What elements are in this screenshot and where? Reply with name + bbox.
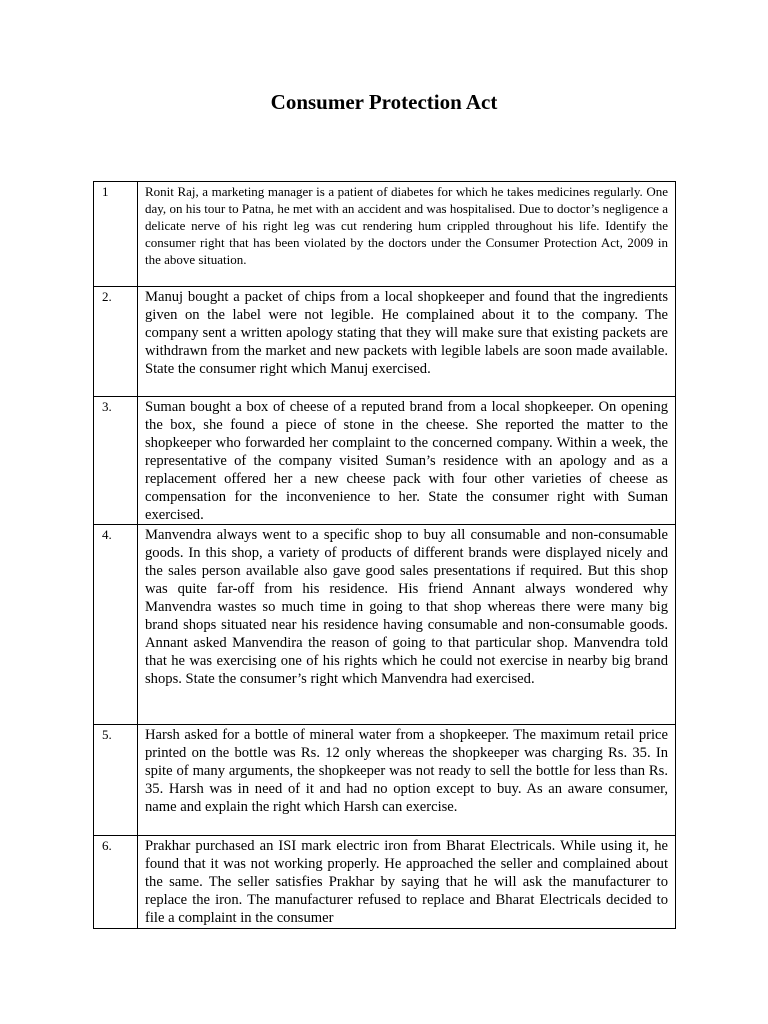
question-text: Prakhar purchased an ISI mark electric iron from Bharat Electricals. While using it, he found that it was not working properly. He approached the seller and complained about the same. The seller satisfies Prakhar by saying that he will ask the manufacturer to replace the iron. The manufacturer refused to replace and Bharat Electricals decided to file a complaint in the consumer <box>145 838 668 926</box>
question-text: Suman bought a box of cheese of a reputed brand from a local shopkeeper. On opening the box, she found a piece of stone in the cheese. She reported the matter to the shopkeeper who forwarded her complaint to the concerned company. Within a week, the representative of the company visited Suman’s residence with an apology and as a replacement offered her a new cheese pack with four other varieties of cheese as compensation for the inconvenience to her. State the consumer right with Suman exercised. <box>145 399 668 523</box>
question-number: 5. <box>94 725 138 836</box>
question-text-cell <box>138 182 676 287</box>
question-text: Manvendra always went to a specific shop to buy all consumable and non-consumable goods. In this shop, a variety of products of different brands were displayed nicely and the sales person available also gave good sales presentations if required. But this shop was quite far-off from his residence. His friend Annant always wondered why Manvendra wastes so much time in going to that shop whereas there were many big brand shops situated near his residence having consumable and non-consumable goods. Annant asked Manvendira the reason of going to that particular shop. Manvendra told that he was exercising one of his rights which he could not exercise in nearby big brand shops. State the consumer’s right which Manvendra had exercised. <box>145 527 668 687</box>
question-text: Manuj bought a packet of chips from a local shopkeeper and found that the ingredients given on the label were not legible. He complained about it to the company. The company sent a written apology stating that they will make sure that existing packets are withdrawn from the market and new packets with legible labels are soon made available. State the consumer right which Manuj exercised. <box>145 289 668 377</box>
question-number: 6. <box>94 836 138 929</box>
question-text: Harsh asked for a bottle of mineral water from a shopkeeper. The maximum retail price printed on the bottle was Rs. 12 only whereas the shopkeeper was charging Rs. 35. In spite of many arguments, the shopkeeper was not ready to sell the bottle for less than Rs. 35. Harsh was in need of it and had no option except to buy. As an aware consumer, name and explain the right which Harsh can exercise. <box>145 727 668 815</box>
table-row <box>94 525 676 725</box>
question-number: 2. <box>94 287 138 397</box>
question-text-cell <box>138 725 676 836</box>
table-row <box>94 182 676 287</box>
question-text-cell <box>138 397 676 525</box>
question-number: 4. <box>94 525 138 725</box>
table-row <box>94 836 676 929</box>
question-text-cell <box>138 525 676 725</box>
page-title: Consumer Protection Act <box>270 90 498 114</box>
question-text: Ronit Raj, a marketing manager is a patient of diabetes for which he takes medicines regularly. One day, on his tour to Patna, he met with an accident and was hospitalised. Due to doctor’s negligence a delicate nerve of his right leg was cut rendering hum crippled throughout his life. Identify the consumer right that has been violated by the doctors under the Consumer Protection Act, 2009 in the above situation. <box>145 184 668 267</box>
question-text-cell <box>138 287 676 397</box>
table-row <box>94 397 676 525</box>
question-number: 3. <box>94 397 138 525</box>
questions-table <box>93 181 676 929</box>
question-number: 1 <box>94 182 138 287</box>
table-row <box>94 725 676 836</box>
table-row <box>94 287 676 397</box>
question-text-cell <box>138 836 676 929</box>
